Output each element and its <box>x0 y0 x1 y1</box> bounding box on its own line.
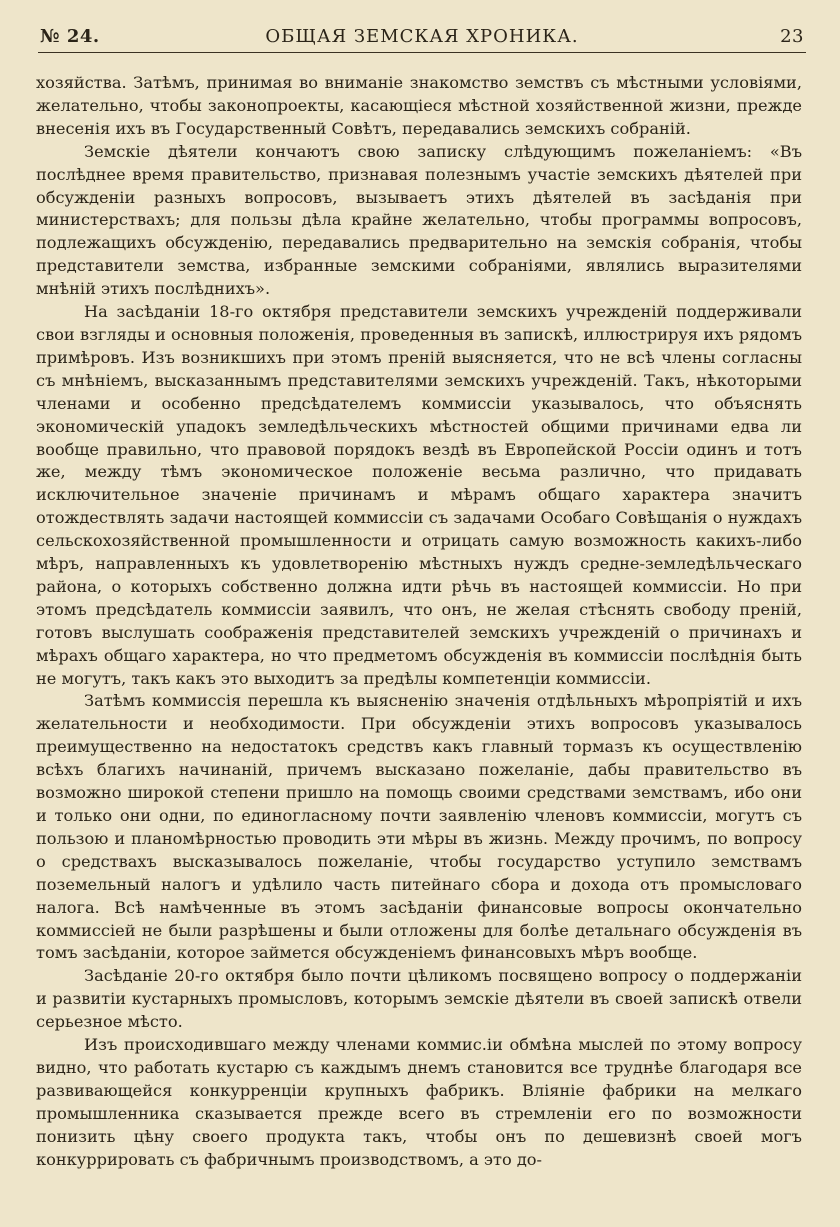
paragraph: хозяйства. Затѣмъ, принимая во вниманіе знакомство земствъ съ мѣстными условіями, желательно, чтобы законопроекты, касающіеся мѣстной хозяйственной жизни, прежде внесенія ихъ въ Государственный Совѣтъ, передавались земскихъ собраній. <box>36 73 802 138</box>
running-title: ОБЩАЯ ЗЕМСКАЯ ХРОНИКА. <box>265 26 579 47</box>
page-number: 23 <box>780 26 804 47</box>
paragraph: Затѣмъ коммиссія перешла къ выясненію значенія отдѣльныхъ мѣропріятій и ихъ желательности и необходимости. При обсужденіи этихъ вопросовъ указывалось преимущественно на недостатокъ средствъ какъ главный тормазъ къ осуществленію всѣхъ благихъ начинаній, причемъ высказано пожеланіе, дабы правительство въ возможно широкой степени пришло на помощь своими средствами земствамъ, ибо они и только они одни, по единогласному почти заявленію членовъ коммиссіи, могутъ съ пользою и планомѣрностью проводить эти мѣры въ жизнь. Между прочимъ, по вопросу о средствахъ высказывалось пожеланіе, чтобы государство уступило земствамъ поземельный налогъ и удѣлило часть питейнаго сбора и дохода отъ промысловаго налога. Всѣ намѣченные въ этомъ засѣданіи финансовые вопросы окончательно коммиссіей не были разрѣшены и были отложены для болѣе детальнаго обсужденія въ томъ засѣданіи, которое займется обсужденіемъ финансовыхъ мѣръ вообще. <box>36 691 802 963</box>
paragraph: Земскіе дѣятели кончаютъ свою записку слѣдующимъ пожеланіемъ: «Въ послѣднее время правительство, признавая полезнымъ участіе земскихъ дѣятелей при обсужденіи разныхъ вопросовъ, вызываетъ этихъ дѣятелей въ засѣданія при министерствахъ; для пользы дѣла крайне желательно, чтобы программы вопросовъ, подлежащихъ обсужденію, передавались предварительно на земскія собранія, чтобы представители земства, избранные земскими собраніями, являлись выразителями мнѣній этихъ послѣднихъ». <box>36 141 802 299</box>
running-header <box>40 20 804 54</box>
article-body <box>36 72 802 1172</box>
issue-number: № 24. <box>40 26 100 47</box>
paragraph: На засѣданіи 18-го октября представители земскихъ учрежденій поддерживали свои взгляды и основныя положенія, проведенныя въ запискѣ, иллюстрируя ихъ рядомъ примѣровъ. Изъ возникшихъ при этомъ преній выясняется, что не всѣ члены согласны съ мнѣніемъ, высказаннымъ представителями земскихъ учрежденій. Такъ, нѣкоторыми членами и особенно предсѣдателемъ коммиссіи указывалось, что объяснять экономическій упадокъ земледѣльческихъ мѣстностей общими причинами едва ли вообще правильно, что правовой порядокъ вездѣ въ Европейской Россіи одинъ и тотъ же, между тѣмъ экономическое положеніе весьма различно, что придавать исключительное значеніе причинамъ и мѣрамъ общаго характера значитъ отождествлять задачи настоящей коммиссіи съ задачами Особаго Совѣщанія о нуждахъ сельскохозяйственной промышленности и отрицать самую возможность какихъ-либо мѣръ, направленныхъ къ удовлетворенію мѣстныхъ нуждъ средне-земледѣльческаго района, о которыхъ собственно должна идти рѣчь въ настоящей коммиссіи. Но при этомъ предсѣдатель коммиссіи заявилъ, что онъ, не желая стѣснять свободу преній, готовъ выслушать соображенія представителей земскихъ учрежденій о причинахъ и мѣрахъ общаго характера, но что предметомъ обсужденія въ коммиссіи послѣднія быть не могутъ, такъ какъ это выходитъ за предѣлы компетенціи коммиссіи. <box>36 302 802 688</box>
paragraph: Засѣданіе 20-го октября было почти цѣликомъ посвящено вопросу о поддержаніи и развитіи кустарныхъ промысловъ, которымъ земскіе дѣятели въ своей запискѣ отвели серьезное мѣсто. <box>36 966 802 1032</box>
header-rule <box>38 52 806 53</box>
paragraph: Изъ происходившаго между членами коммис.іи обмѣна мыслей по этому вопросу видно, что работать кустарю съ каждымъ днемъ становится все труднѣе благодаря все развивающейся конкурренціи крупныхъ фабрикъ. Вліяніе фабрики на мелкаго промышленника сказывается прежде всего въ стремленіи его по возможности понизить цѣну своего продукта такъ, чтобы онъ по дешевизнѣ своей могъ конкуррировать съ фабричнымъ производствомъ, а это до- <box>36 1035 802 1169</box>
